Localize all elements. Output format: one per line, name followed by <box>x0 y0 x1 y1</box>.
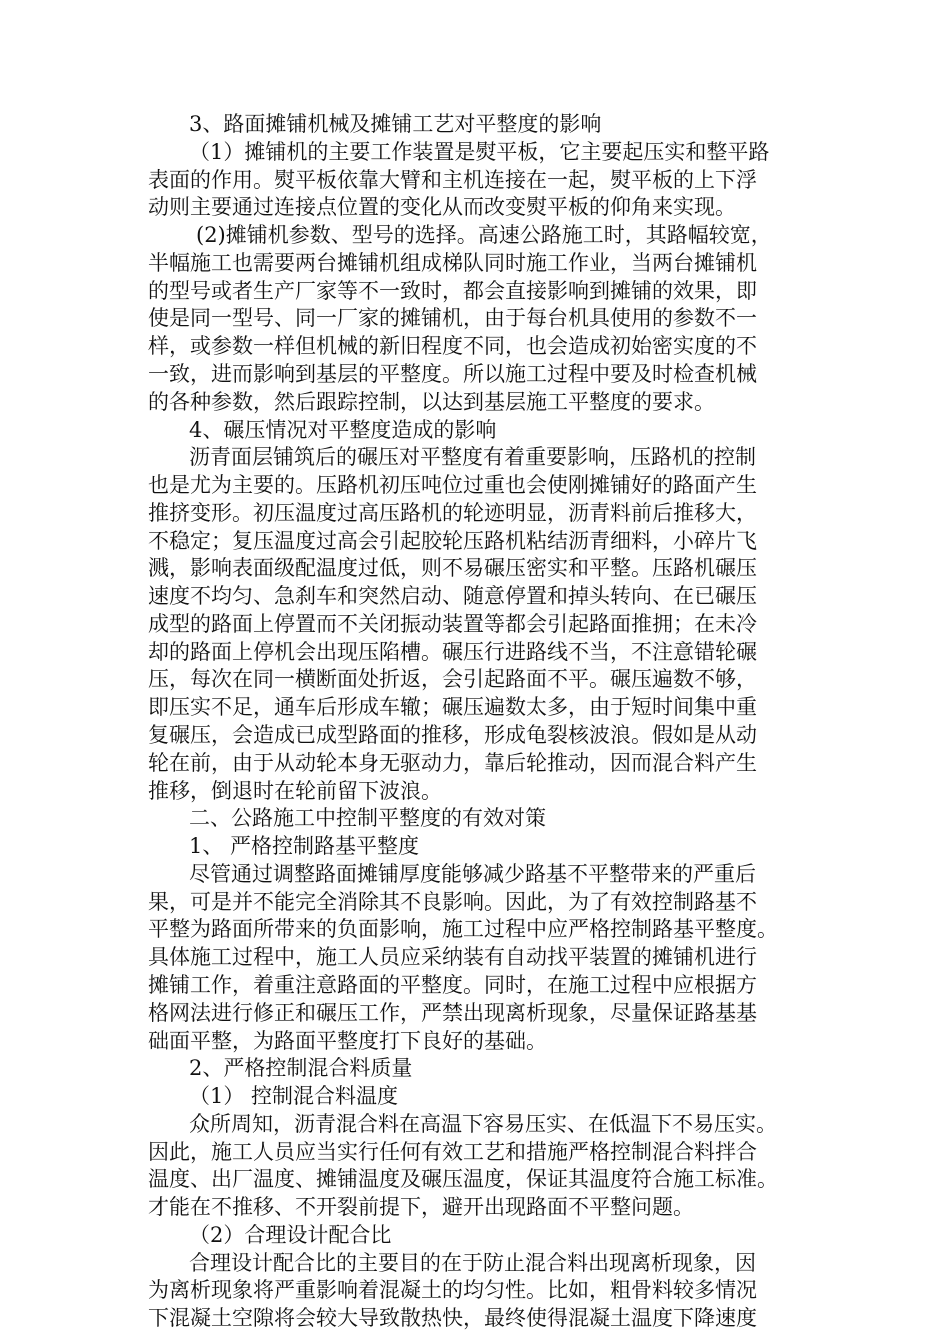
paragraph-line: 下混凝土空隙将会较大导致散热快，最终使得混凝土温度下降速度 <box>148 1306 757 1330</box>
paragraph-line: 推挤变形。初压温度过高压路机的轮迹明显，沥青料前后推移大， <box>148 501 757 525</box>
section-heading: 4、碾压情况对平整度造成的影响 <box>189 418 497 442</box>
paragraph-line: 表面的作用。熨平板依靠大臂和主机连接在一起，熨平板的上下浮 <box>148 168 757 192</box>
paragraph-line: 温度、出厂温度、摊铺温度及碾压温度，保证其温度符合施工标准。 <box>148 1167 778 1191</box>
paragraph-line: 即压实不足，通车后形成车辙；碾压遍数太多，由于短时间集中重 <box>148 695 757 719</box>
paragraph-line: 具体施工过程中，施工人员应采纳装有自动找平装置的摊铺机进行 <box>148 945 757 969</box>
subsection-heading: （2）合理设计配合比 <box>189 1223 392 1247</box>
paragraph-line: 才能在不推移、不开裂前提下，避开出现路面不平整问题。 <box>148 1195 694 1219</box>
paragraph-line: 推移，倒退时在轮前留下波浪。 <box>148 779 442 803</box>
paragraph-line: 半幅施工也需要两台摊铺机组成梯队同时施工作业，当两台摊铺机 <box>148 251 757 275</box>
paragraph-line: （1）摊铺机的主要工作装置是熨平板，它主要起压实和整平路 <box>189 140 770 164</box>
paragraph-line: 轮在前，由于从动轮本身无驱动力，靠后轮推动，因而混合料产生 <box>148 751 757 775</box>
paragraph-line: 格网法进行修正和碾压工作，严禁出现离析现象，尽量保证路基基 <box>148 1001 757 1025</box>
paragraph-line: 也是尤为主要的。压路机初压吨位过重也会使刚摊铺好的路面产生 <box>148 473 757 497</box>
paragraph-line: 样，或参数一样但机械的新旧程度不同，也会造成初始密实度的不 <box>148 334 757 358</box>
paragraph-line: 平整为路面所带来的负面影响，施工过程中应严格控制路基平整度。 <box>148 917 778 941</box>
paragraph-line: 使是同一型号、同一厂家的摊铺机，由于每台机具使用的参数不一 <box>148 306 757 330</box>
paragraph-line: 合理设计配合比的主要目的在于防止混合料出现离析现象，因 <box>189 1251 756 1275</box>
section-heading: 二、公路施工中控制平整度的有效对策 <box>189 806 546 830</box>
paragraph-line: 摊铺工作，着重注意路面的平整度。同时，在施工过程中应根据方 <box>148 973 757 997</box>
paragraph-line: 3、路面摊铺机械及摊铺工艺对平整度的影响 <box>189 112 602 136</box>
paragraph-line: 沥青面层铺筑后的碾压对平整度有着重要影响，压路机的控制 <box>189 445 756 469</box>
paragraph-line: 一致，进而影响到基层的平整度。所以施工过程中要及时检查机械 <box>148 362 757 386</box>
paragraph-line: 为离析现象将严重影响着混凝土的均匀性。比如，粗骨料较多情况 <box>148 1278 757 1302</box>
paragraph-line: 溅，影响表面级配温度过低，则不易碾压密实和平整。压路机碾压 <box>148 556 757 580</box>
paragraph-line: 不稳定；复压温度过高会引起胶轮压路机粘结沥青细料，小碎片飞 <box>148 529 757 553</box>
paragraph-line: 动则主要通过连接点位置的变化从而改变熨平板的仰角来实现。 <box>148 195 736 219</box>
paragraph-line: 础面平整，为路面平整度打下良好的基础。 <box>148 1029 547 1053</box>
paragraph-line: 压，每次在同一横断面处折返，会引起路面不平。碾压遍数不够， <box>148 667 757 691</box>
subsection-heading: 1、 严格控制路基平整度 <box>189 834 420 858</box>
subsection-heading: （1） 控制混合料温度 <box>189 1084 399 1108</box>
paragraph-line: 因此，施工人员应当实行任何有效工艺和措施严格控制混合料拌合 <box>148 1140 757 1164</box>
paragraph-line: 众所周知，沥青混合料在高温下容易压实、在低温下不易压实。 <box>189 1112 777 1136</box>
paragraph-line: 的各种参数，然后跟踪控制，以达到基层施工平整度的要求。 <box>148 390 715 414</box>
paragraph-line: 成型的路面上停置而不关闭振动装置等都会引起路面推拥；在未冷 <box>148 612 757 636</box>
paragraph-line: 却的路面上停机会出现压陷槽。碾压行进路线不当，不注意错轮碾 <box>148 640 757 664</box>
paragraph-line: 的型号或者生产厂家等不一致时，都会直接影响到摊铺的效果，即 <box>148 279 757 303</box>
paragraph-line: (2)摊铺机参数、型号的选择。高速公路施工时，其路幅较宽， <box>196 223 772 247</box>
paragraph-line: 复碾压，会造成已成型路面的推移，形成龟裂核波浪。假如是从动 <box>148 723 757 747</box>
paragraph-line: 果，可是并不能完全消除其不良影响。因此，为了有效控制路基不 <box>148 890 757 914</box>
paragraph-line: 速度不均匀、急刹车和突然启动、随意停置和掉头转向、在已碾压 <box>148 584 757 608</box>
subsection-heading: 2、严格控制混合料质量 <box>189 1056 413 1080</box>
paragraph-line: 尽管通过调整路面摊铺厚度能够减少路基不平整带来的严重后 <box>189 862 756 886</box>
